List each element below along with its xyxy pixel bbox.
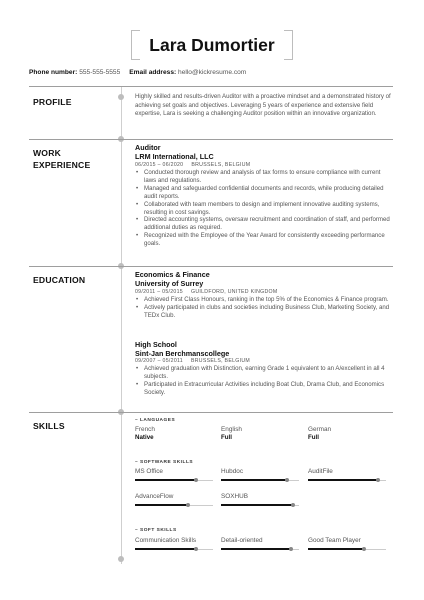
skill-bar-fill [308,479,378,481]
edu-meta [135,289,277,295]
skill-label: Detail-oriented [221,537,263,544]
skill-bar-fill [308,548,364,550]
skill-bar [135,503,213,508]
skill-bar [135,478,213,483]
edu-school: Sint-Jan Berchmanscollege [135,349,230,358]
skill-bar [221,478,299,483]
software-skills-heading: – SOFTWARE SKILLS [135,460,194,465]
phone-label: Phone number: [29,69,78,76]
skill-bar [308,478,386,483]
edu-location: BRUSSELS, BELGIUM [191,358,251,364]
email-label: Email address: [129,69,177,76]
skill-label: MS Office [135,468,163,475]
job-bullets [136,169,394,248]
list-item: • Actively participated in clubs and societies including Business Club, Marketing Society, and TEDx Club. [136,304,394,320]
language-level: Full [221,434,232,441]
skill-bar-knob [376,478,380,482]
skill-bar-fill [221,548,291,550]
list-item: • Achieved graduation with Distinction, earning Grade 1 equivalent to an A/excellent in all 4 subjects. [136,365,394,381]
candidate-name: Lara Dumortier [149,35,275,55]
edu-degree: Economics & Finance [135,270,210,279]
section-divider [29,139,393,140]
section-divider [29,266,393,267]
section-divider [29,86,393,87]
list-item: • Participated in Extracurricular Activities including Boat Club, Drama Club, and Economics Society. [136,381,394,397]
skill-bar-knob [186,503,190,507]
timeline-dot [118,94,124,100]
skill-label: AuditFile [308,468,333,475]
skill-bar-knob [194,478,198,482]
list-item: • Directed accounting systems, oversaw recruitment and coordination of staff, and performed additional duties as required. [136,216,394,232]
skill-bar [221,503,299,508]
language-level: Native [135,434,154,441]
email-value: hello@kickresume.com [178,69,247,76]
language-level: Full [308,434,319,441]
edu-dates: 09/2011 – 05/2015 [135,289,183,295]
skill-bar-knob [291,503,295,507]
job-dates: 06/2015 – 06/2020 [135,162,184,168]
skill-bar-knob [362,547,366,551]
skill-bar-fill [135,504,188,506]
name-header [131,30,293,60]
skill-bar-knob [289,547,293,551]
skill-bar [308,547,386,552]
language-name: French [135,426,155,433]
list-item: • Recognized with the Employee of the Year Award for consistently exceeding performance goals. [136,232,394,248]
timeline-dot [118,556,124,562]
section-title-education: EDUCATION [33,275,86,285]
list-item: • Collaborated with team members to design and implement innovative auditing systems, resulting in cost savings. [136,201,394,217]
skill-label: SOXHUB [221,493,248,500]
section-title-work-line2: EXPERIENCE [33,160,91,170]
edu-degree: High School [135,340,177,349]
skill-bar-knob [285,478,289,482]
list-item: • Managed and safeguarded confidential documents and records, while producing detailed audit reports. [136,185,394,201]
list-item: • Achieved First Class Honours, ranking in the top 5% of the Economics & Finance program. [136,296,394,304]
edu-bullets [136,296,394,320]
phone-value: 555-555-5555 [79,69,121,76]
skill-bar-fill [135,548,196,550]
edu-meta [135,358,250,364]
section-divider [29,412,393,413]
skill-bar [221,547,299,552]
profile-summary: Highly skilled and results-driven Auditor with a proactive mindset and a demonstrated history of achieving set goals and objectives. Leveraging 5 years of experience and extensive field expertise, Lara is seeking a challenging Auditor position within an innovative organization. [135,93,391,118]
job-meta [135,162,250,168]
skill-label: AdvanceFlow [135,493,174,500]
section-title-skills: SKILLS [33,421,65,431]
skill-label: Hubdoc [221,468,244,475]
skill-bar-fill [135,479,196,481]
timeline-line [121,86,122,564]
skill-label: Communication Skills [135,537,197,544]
skill-bar [135,547,213,552]
list-item: • Conducted thorough review and analysis of tax forms to ensure compliance with current laws and regulations. [136,169,394,185]
language-name: English [221,426,242,433]
skill-bar-knob [194,547,198,551]
edu-location: GUILDFORD, UNITED KINGDOM [191,289,278,295]
edu-bullets [136,365,394,397]
soft-skills-heading: – SOFT SKILLS [135,528,177,533]
skill-label: Good Team Player [308,537,361,544]
skill-bar-fill [221,479,287,481]
job-position: Auditor [135,143,161,152]
languages-heading: – LANGUAGES [135,418,176,423]
section-title-profile: PROFILE [33,97,72,107]
edu-dates: 09/2007 – 05/2011 [135,358,183,364]
section-title-work [33,147,90,171]
contact-line [29,69,246,76]
skill-bar-fill [221,504,293,506]
job-location: BRUSSELS, BELGIUM [191,162,251,168]
language-name: German [308,426,332,433]
section-title-work-line1: WORK [33,148,62,158]
job-company: LRM International, LLC [135,152,214,161]
edu-school: University of Surrey [135,279,204,288]
